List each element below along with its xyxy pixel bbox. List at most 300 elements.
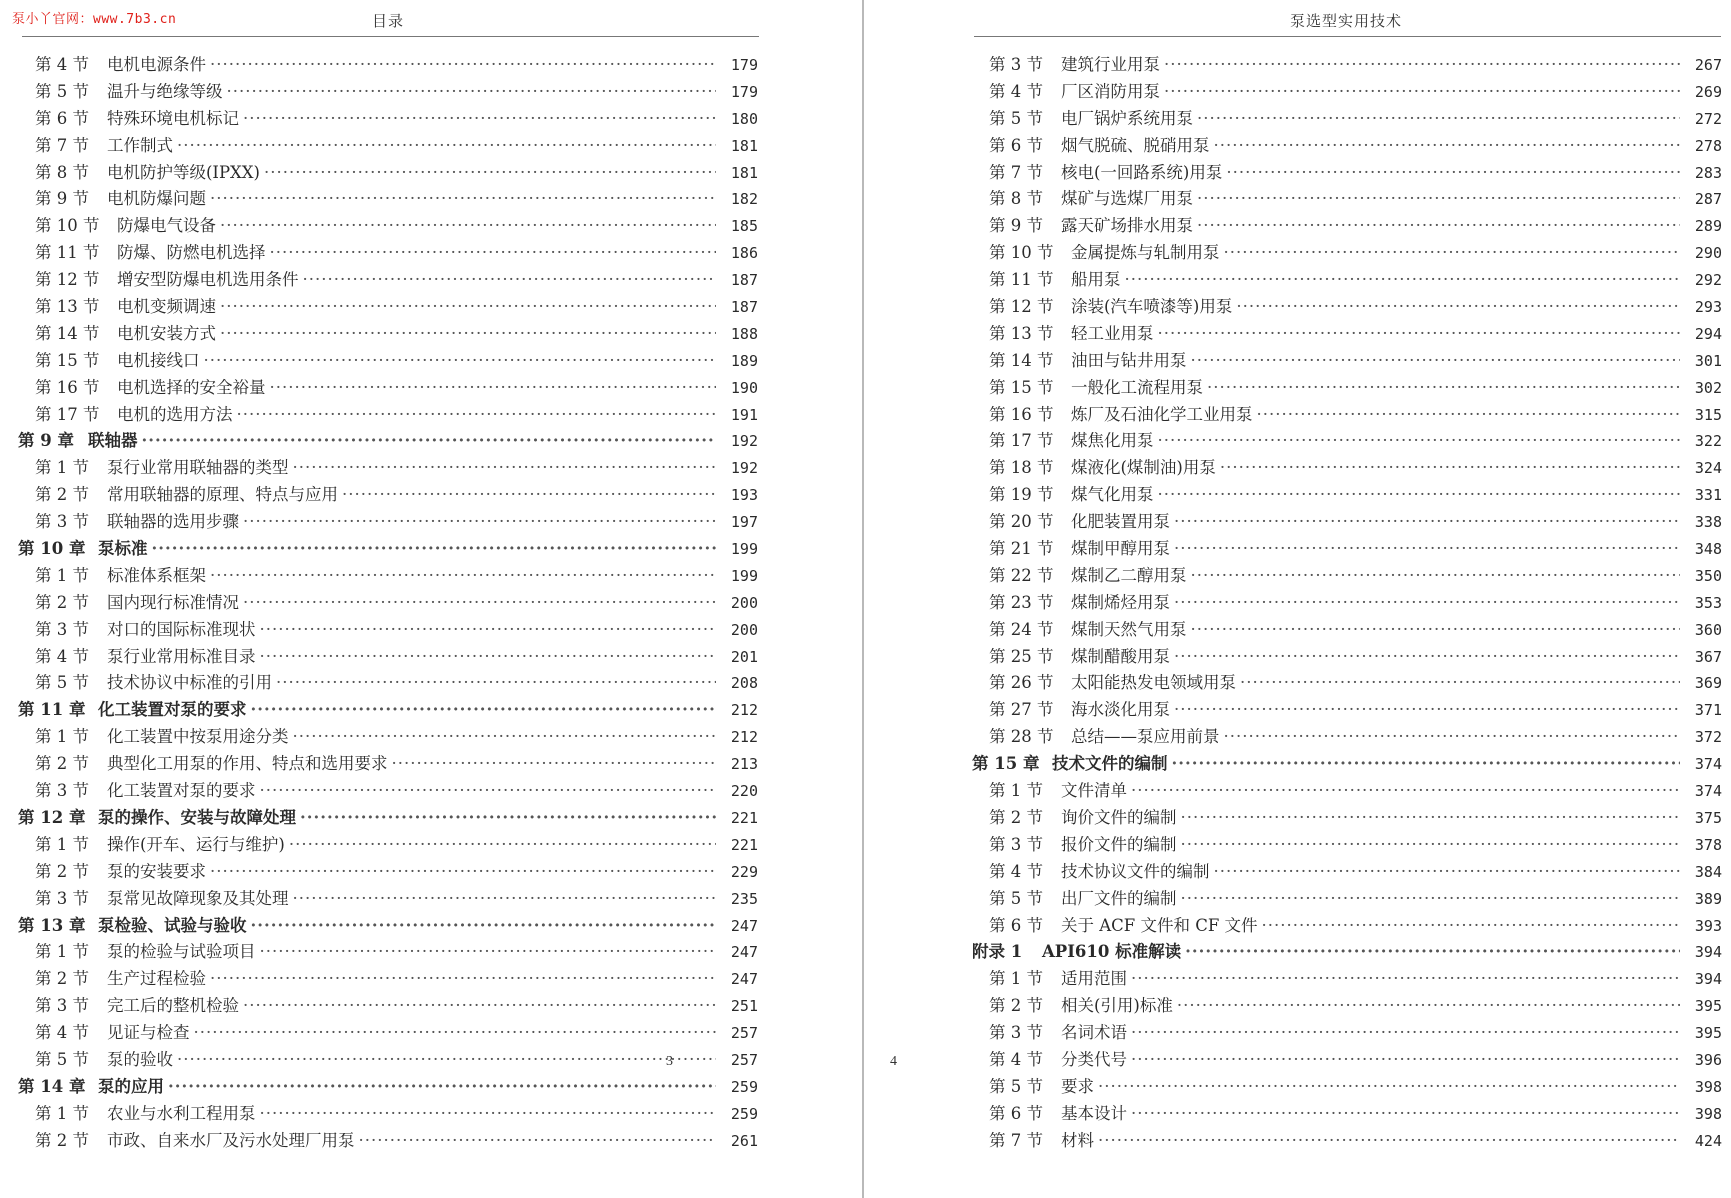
toc-section-entry[interactable] (972, 1047, 1722, 1074)
entry-number: 第 12 章 (18, 807, 86, 827)
toc-section-entry[interactable] (972, 186, 1722, 213)
entry-page-number: 322 (1694, 432, 1722, 451)
toc-chapter-entry[interactable] (18, 1074, 758, 1101)
toc-section-entry[interactable] (18, 886, 758, 913)
entry-title: 见证与检查 (107, 1023, 190, 1043)
entry-title: 化工装置对泵的要求 (98, 700, 247, 720)
toc-section-entry[interactable] (18, 724, 758, 751)
entry-page-number: 261 (730, 1131, 758, 1150)
toc-section-entry[interactable] (972, 1101, 1722, 1128)
toc-section-entry[interactable] (18, 1020, 758, 1047)
entry-page-number: 187 (730, 298, 758, 317)
entry-title: 名词术语 (1061, 1023, 1127, 1043)
toc-section-entry[interactable] (972, 348, 1722, 375)
entry-page-number: 235 (730, 889, 758, 908)
entry-number: 第 3 节 (35, 888, 89, 908)
entry-number: 第 13 节 (35, 297, 100, 317)
entry-number: 第 25 节 (989, 646, 1054, 666)
entry-title: 核电(一回路系统)用泵 (1061, 162, 1223, 182)
toc-chapter-entry[interactable] (18, 805, 758, 832)
entry-number: 第 23 节 (989, 592, 1054, 612)
entry-title: 特殊环境电机标记 (107, 108, 239, 128)
entry-number: 第 3 节 (989, 1023, 1043, 1043)
toc-section-entry[interactable] (18, 832, 758, 859)
entry-number: 第 6 节 (989, 915, 1043, 935)
toc-section-entry[interactable] (972, 428, 1722, 455)
toc-section-entry[interactable] (18, 966, 758, 993)
entry-number: 第 13 节 (989, 323, 1054, 343)
entry-title: 温升与绝缘等级 (107, 81, 223, 101)
toc-section-entry[interactable] (972, 966, 1722, 993)
entry-page-number: 287 (1694, 190, 1722, 209)
toc-chapter-entry[interactable] (972, 939, 1722, 966)
dot-leader (293, 724, 717, 751)
entry-title: 要求 (1061, 1076, 1094, 1096)
toc-section-entry[interactable] (972, 79, 1722, 106)
toc-section-entry[interactable] (18, 751, 758, 778)
dot-leader (220, 294, 716, 321)
entry-page-number: 188 (730, 324, 758, 343)
entry-title: 市政、自来水厂及污水处理厂用泵 (107, 1130, 355, 1150)
dot-leader (1191, 617, 1681, 644)
toc-section-entry[interactable] (972, 1074, 1722, 1101)
entry-number: 第 1 节 (989, 781, 1043, 801)
right-page (866, 0, 1731, 1198)
toc-section-entry[interactable] (972, 724, 1722, 751)
dot-leader (1181, 805, 1681, 832)
entry-title: 煤制醋酸用泵 (1071, 646, 1170, 666)
dot-leader (1214, 859, 1681, 886)
entry-title: 标准体系框架 (107, 565, 206, 585)
entry-page-number: 293 (1694, 298, 1722, 317)
entry-number: 第 3 节 (35, 781, 89, 801)
entry-page-number: 182 (730, 190, 758, 209)
dot-leader (1172, 751, 1681, 778)
entry-page-number: 212 (730, 728, 758, 747)
entry-number: 第 26 节 (989, 673, 1054, 693)
toc-section-entry[interactable] (972, 294, 1722, 321)
entry-number: 第 3 节 (35, 619, 89, 639)
toc-section-entry[interactable] (18, 321, 758, 348)
entry-number: 第 3 节 (35, 996, 89, 1016)
page-number: 4 (890, 1054, 897, 1069)
toc-section-entry[interactable] (18, 1128, 758, 1155)
entry-title: 电机的选用方法 (117, 404, 233, 424)
toc-section-entry[interactable] (18, 375, 758, 402)
running-head: 泵选型实用技术 (1290, 12, 1403, 30)
toc-section-entry[interactable] (18, 52, 758, 79)
dot-leader (1181, 886, 1681, 913)
entry-title: 操作(开车、运行与维护) (107, 834, 285, 854)
dot-leader (392, 751, 717, 778)
entry-title: 泵的操作、安装与故障处理 (98, 807, 296, 827)
toc-section-entry[interactable] (972, 509, 1722, 536)
toc-section-entry[interactable] (18, 563, 758, 590)
toc-chapter-entry[interactable] (972, 751, 1722, 778)
entry-number: 第 18 节 (989, 458, 1054, 478)
entry-page-number: 398 (1694, 1077, 1722, 1096)
entry-title: 电机接线口 (117, 350, 200, 370)
entry-title: API610 标准解读 (1042, 942, 1182, 962)
dot-leader (1207, 375, 1680, 402)
entry-page-number: 181 (730, 163, 758, 182)
entry-title: 海水淡化用泵 (1071, 700, 1170, 720)
dot-leader (1197, 186, 1680, 213)
entry-number: 第 3 节 (989, 55, 1043, 74)
entry-page-number: 220 (730, 782, 758, 801)
entry-number: 第 4 节 (989, 1049, 1043, 1069)
toc-section-entry[interactable] (18, 79, 758, 106)
entry-number: 第 2 节 (35, 1130, 89, 1150)
header-rule (974, 36, 1721, 37)
dot-leader (1257, 402, 1681, 429)
entry-page-number: 179 (730, 56, 758, 74)
dot-leader (1174, 509, 1680, 536)
dot-leader (210, 52, 716, 79)
dot-leader (251, 913, 717, 940)
entry-page-number: 374 (1694, 782, 1722, 801)
entry-number: 第 27 节 (989, 700, 1054, 720)
entry-page-number: 192 (730, 459, 758, 478)
dot-leader (1191, 348, 1681, 375)
dot-leader (1131, 1101, 1680, 1128)
entry-page-number: 189 (730, 351, 758, 370)
toc-section-entry[interactable] (18, 1047, 758, 1074)
entry-page-number: 301 (1694, 351, 1722, 370)
entry-number: 第 2 节 (35, 485, 89, 505)
dot-leader (293, 886, 717, 913)
entry-page-number: 180 (730, 109, 758, 128)
entry-page-number: 212 (730, 701, 758, 720)
entry-number: 第 6 节 (35, 108, 89, 128)
entry-number: 第 8 节 (35, 162, 89, 182)
entry-page-number: 208 (730, 674, 758, 693)
toc-section-entry[interactable] (972, 563, 1722, 590)
toc-section-entry[interactable] (18, 160, 758, 187)
entry-number: 第 4 节 (989, 861, 1043, 881)
dot-leader (152, 536, 717, 563)
toc-section-entry[interactable] (18, 670, 758, 697)
entry-number: 第 15 节 (989, 377, 1054, 397)
toc-section-entry[interactable] (972, 52, 1722, 79)
dot-leader (177, 1047, 716, 1074)
entry-title: 轻工业用泵 (1071, 323, 1154, 343)
entry-title: 船用泵 (1071, 270, 1121, 290)
toc-section-entry[interactable] (972, 267, 1722, 294)
toc-section-entry[interactable] (18, 402, 758, 429)
toc-chapter-entry[interactable] (18, 536, 758, 563)
entry-title: 煤矿与选煤厂用泵 (1061, 189, 1193, 209)
entry-number: 第 4 节 (35, 1023, 89, 1043)
entry-page-number: 200 (730, 593, 758, 612)
entry-number: 第 15 节 (35, 350, 100, 370)
dot-leader (1164, 79, 1680, 106)
toc-section-entry[interactable] (18, 213, 758, 240)
entry-number: 第 14 节 (989, 350, 1054, 370)
entry-page-number: 199 (730, 566, 758, 585)
toc-section-entry[interactable] (18, 859, 758, 886)
entry-page-number: 272 (1694, 109, 1722, 128)
entry-page-number: 181 (730, 136, 758, 155)
toc-section-entry[interactable] (972, 375, 1722, 402)
toc-section-entry[interactable] (18, 240, 758, 267)
dot-leader (1236, 294, 1680, 321)
entry-title: 电机选择的安全裕量 (117, 377, 266, 397)
dot-leader (1158, 428, 1681, 455)
entry-page-number: 353 (1694, 593, 1722, 612)
toc-section-entry[interactable] (972, 455, 1722, 482)
dot-leader (1131, 966, 1680, 993)
dot-leader (1174, 697, 1680, 724)
toc-section-entry[interactable] (972, 670, 1722, 697)
toc-section-entry[interactable] (18, 106, 758, 133)
dot-leader (210, 563, 716, 590)
dot-leader (227, 79, 717, 106)
toc-section-entry[interactable] (18, 590, 758, 617)
entry-title: 防爆电气设备 (117, 216, 216, 236)
entry-page-number: 398 (1694, 1104, 1722, 1123)
entry-title: 报价文件的编制 (1061, 834, 1177, 854)
dot-leader (260, 778, 717, 805)
entry-title: 涂装(汽车喷漆等)用泵 (1071, 297, 1233, 317)
entry-title: 煤液化(煤制油)用泵 (1071, 458, 1216, 478)
entry-title: 防爆、防燃电机选择 (117, 243, 266, 263)
entry-page-number: 199 (730, 540, 758, 559)
entry-number: 第 6 节 (989, 1103, 1043, 1123)
entry-page-number: 393 (1694, 916, 1722, 935)
entry-number: 第 14 节 (35, 323, 100, 343)
left-page (0, 0, 860, 1198)
entry-title: 化工装置对泵的要求 (107, 781, 256, 801)
toc-chapter-entry[interactable] (18, 697, 758, 724)
entry-page-number: 394 (1694, 943, 1722, 962)
entry-title: 化肥装置用泵 (1071, 512, 1170, 532)
toc-section-entry[interactable] (18, 509, 758, 536)
entry-title: 电机安装方式 (117, 323, 216, 343)
dot-leader (168, 1074, 716, 1101)
toc-section-entry[interactable] (18, 1101, 758, 1128)
toc-section-entry[interactable] (18, 778, 758, 805)
entry-page-number: 190 (730, 378, 758, 397)
entry-number: 第 12 节 (989, 297, 1054, 317)
entry-number: 第 5 节 (989, 888, 1043, 908)
entry-page-number: 396 (1694, 1050, 1722, 1069)
entry-title: 泵的验收 (107, 1049, 173, 1069)
entry-page-number: 200 (730, 620, 758, 639)
entry-page-number: 324 (1694, 459, 1722, 478)
dot-leader (194, 1020, 717, 1047)
entry-page-number: 372 (1694, 728, 1722, 747)
dot-leader (243, 106, 716, 133)
entry-title: 技术协议文件的编制 (1061, 861, 1210, 881)
entry-number: 第 9 章 (18, 431, 74, 451)
dot-leader (1158, 321, 1681, 348)
dot-leader (264, 160, 716, 187)
toc-section-entry[interactable] (972, 590, 1722, 617)
entry-number: 第 5 节 (35, 673, 89, 693)
entry-title: 泵的应用 (98, 1076, 164, 1096)
toc-section-entry[interactable] (18, 644, 758, 671)
dot-leader (1177, 993, 1680, 1020)
dot-leader (1224, 240, 1681, 267)
entry-page-number: 394 (1694, 970, 1722, 989)
dot-leader (270, 240, 717, 267)
toc-section-entry[interactable] (972, 859, 1722, 886)
entry-number: 第 10 节 (35, 216, 100, 236)
entry-title: 生产过程检验 (107, 969, 206, 989)
toc-section-entry[interactable] (972, 832, 1722, 859)
entry-page-number: 247 (730, 943, 758, 962)
toc-section-entry[interactable] (972, 1020, 1722, 1047)
entry-number: 第 2 节 (35, 754, 89, 774)
entry-number: 第 11 章 (18, 700, 86, 720)
entry-number: 第 7 节 (989, 162, 1043, 182)
toc-section-entry[interactable] (972, 886, 1722, 913)
toc-section-entry[interactable] (972, 321, 1722, 348)
toc-section-entry[interactable] (18, 294, 758, 321)
toc-list (18, 52, 758, 1155)
toc-section-entry[interactable] (18, 186, 758, 213)
entry-number: 第 1 节 (35, 942, 89, 962)
entry-title: 常用联轴器的原理、特点与应用 (107, 485, 338, 505)
entry-number: 第 5 节 (35, 81, 89, 101)
entry-page-number: 374 (1694, 755, 1722, 774)
toc-section-entry[interactable] (18, 133, 758, 160)
entry-page-number: 369 (1694, 674, 1722, 693)
entry-page-number: 338 (1694, 513, 1722, 532)
entry-number: 第 2 节 (989, 807, 1043, 827)
entry-number: 第 15 章 (972, 754, 1040, 774)
entry-page-number: 187 (730, 271, 758, 290)
entry-title: 基本设计 (1061, 1103, 1127, 1123)
entry-number: 第 22 节 (989, 565, 1054, 585)
entry-number: 第 4 节 (989, 81, 1043, 101)
entry-page-number: 424 (1694, 1131, 1722, 1150)
entry-page-number: 315 (1694, 405, 1722, 424)
entry-page-number: 201 (730, 647, 758, 666)
entry-number: 第 12 节 (35, 270, 100, 290)
toc-section-entry[interactable] (18, 267, 758, 294)
entry-page-number: 331 (1694, 486, 1722, 505)
entry-page-number: 257 (730, 1050, 758, 1069)
entry-page-number: 375 (1694, 808, 1722, 827)
toc-section-entry[interactable] (18, 939, 758, 966)
dot-leader (243, 509, 716, 536)
dot-leader (260, 644, 717, 671)
entry-title: 相关(引用)标准 (1061, 996, 1173, 1016)
entry-page-number: 221 (730, 835, 758, 854)
toc-section-entry[interactable] (18, 617, 758, 644)
entry-page-number: 267 (1694, 56, 1722, 74)
entry-title: 煤制烯烃用泵 (1071, 592, 1170, 612)
entry-number: 第 5 节 (989, 108, 1043, 128)
entry-number: 第 10 节 (989, 243, 1054, 263)
entry-title: 电机防护等级(IPXX) (107, 162, 260, 182)
toc-section-entry[interactable] (972, 993, 1722, 1020)
dot-leader (210, 966, 716, 993)
entry-page-number: 186 (730, 244, 758, 263)
dot-leader (1098, 1074, 1680, 1101)
toc-section-entry[interactable] (972, 644, 1722, 671)
dot-leader (1098, 1128, 1680, 1155)
toc-section-entry[interactable] (972, 106, 1722, 133)
entry-number: 第 5 节 (989, 1076, 1043, 1096)
entry-number: 第 10 章 (18, 539, 86, 559)
dot-leader (210, 186, 716, 213)
toc-section-entry[interactable] (972, 617, 1722, 644)
toc-chapter-entry[interactable] (18, 428, 758, 455)
dot-leader (220, 321, 716, 348)
entry-title: 厂区消防用泵 (1061, 81, 1160, 101)
toc-section-entry[interactable] (972, 1128, 1722, 1155)
toc-section-entry[interactable] (972, 778, 1722, 805)
entry-page-number: 395 (1694, 1024, 1722, 1043)
entry-title: 泵的安装要求 (107, 861, 206, 881)
toc-section-entry[interactable] (972, 133, 1722, 160)
dot-leader (342, 482, 716, 509)
toc-section-entry[interactable] (972, 536, 1722, 563)
toc-section-entry[interactable] (18, 348, 758, 375)
entry-number: 第 7 节 (989, 1130, 1043, 1150)
toc-section-entry[interactable] (972, 913, 1722, 940)
dot-leader (1226, 160, 1680, 187)
entry-title: 完工后的整机检验 (107, 996, 239, 1016)
entry-number: 第 19 节 (989, 485, 1054, 505)
entry-title: 泵行业常用标准目录 (107, 646, 256, 666)
entry-number: 第 16 节 (35, 377, 100, 397)
dot-leader (1185, 939, 1680, 966)
entry-page-number: 348 (1694, 540, 1722, 559)
toc-section-entry[interactable] (972, 402, 1722, 429)
entry-number: 第 21 节 (989, 539, 1054, 559)
entry-number: 第 16 节 (989, 404, 1054, 424)
toc-section-entry[interactable] (972, 240, 1722, 267)
entry-number: 第 7 节 (35, 135, 89, 155)
entry-page-number: 278 (1694, 136, 1722, 155)
toc-section-entry[interactable] (972, 482, 1722, 509)
entry-title: 电机变频调速 (117, 297, 216, 317)
toc-section-entry[interactable] (972, 697, 1722, 724)
toc-section-entry[interactable] (18, 455, 758, 482)
entry-page-number: 384 (1694, 862, 1722, 881)
entry-title: 出厂文件的编制 (1061, 888, 1177, 908)
entry-page-number: 389 (1694, 889, 1722, 908)
entry-title: 化工装置中按泵用途分类 (107, 727, 289, 747)
entry-page-number: 367 (1694, 647, 1722, 666)
dot-leader (1174, 536, 1680, 563)
dot-leader (1174, 590, 1680, 617)
entry-number: 第 2 节 (35, 969, 89, 989)
toc-section-entry[interactable] (972, 160, 1722, 187)
toc-chapter-entry[interactable] (18, 913, 758, 940)
entry-page-number: 191 (730, 405, 758, 424)
entry-page-number: 360 (1694, 620, 1722, 639)
toc-section-entry[interactable] (18, 482, 758, 509)
dot-leader (210, 859, 716, 886)
entry-title: 泵常见故障现象及其处理 (107, 888, 289, 908)
entry-title: 一般化工流程用泵 (1071, 377, 1203, 397)
toc-section-entry[interactable] (972, 213, 1722, 240)
entry-number: 第 3 节 (989, 834, 1043, 854)
entry-page-number: 395 (1694, 997, 1722, 1016)
entry-page-number: 185 (730, 217, 758, 236)
toc-section-entry[interactable] (18, 993, 758, 1020)
entry-number: 第 2 节 (35, 861, 89, 881)
toc-section-entry[interactable] (972, 805, 1722, 832)
dot-leader (1191, 563, 1681, 590)
entry-title: 煤焦化用泵 (1071, 431, 1154, 451)
entry-page-number: 259 (730, 1077, 758, 1096)
